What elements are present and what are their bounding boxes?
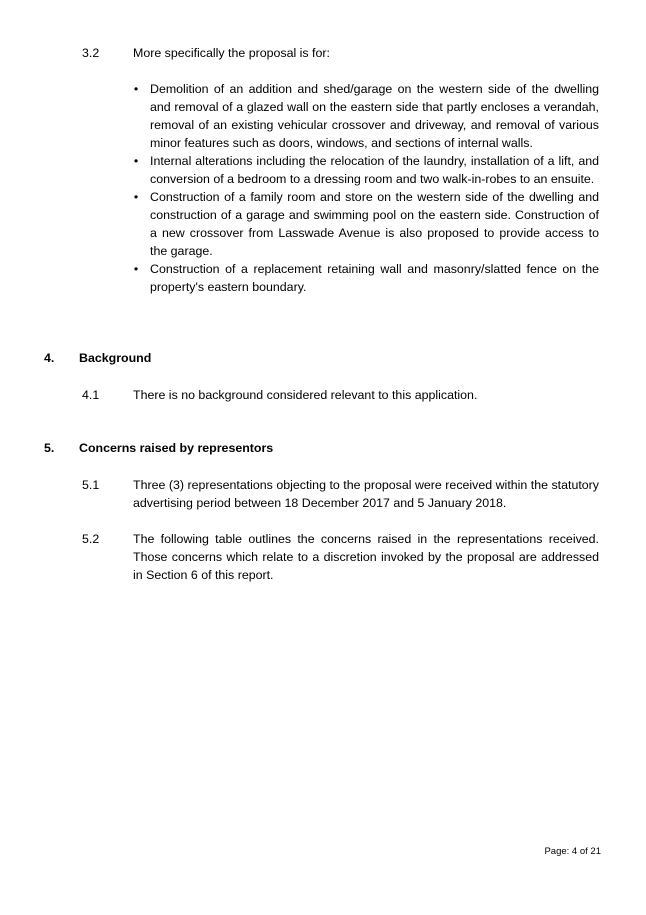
paragraph-number: 4.1 [82,388,100,402]
section-heading-background [44,349,604,367]
list-item-text: Construction of a replacement retaining wall and masonry/slatted fence on the property's eastern boundary. [150,262,599,294]
page-number: Page: 4 of 21 [544,846,601,857]
paragraph-text: There is no background considered relevant to this application. [133,388,478,402]
paragraph-5-1 [82,476,599,512]
paragraph-number: 3.2 [82,46,100,60]
paragraph-text: Three (3) representations objecting to the proposal were received within the statutory advertising period between 18 December 2017 and 5 January 2018. [133,478,599,510]
list-item-text: Construction of a family room and store on the western side of the dwelling and construction of a garage and swimming pool on the eastern side. Construction of a new crossover from Lasswade Avenue is also proposed to provide access to the garage. [150,190,599,258]
list-item [133,152,599,188]
list-item [133,80,599,152]
list-item-text: Internal alterations including the relocation of the laundry, installation of a lift, and conversion of a bedroom to a dressing room and two walk-in-robes to an ensuite. [150,154,599,186]
list-item-text: Demolition of an addition and shed/garage on the western side of the dwelling and removal of a glazed wall on the eastern side that partly encloses a verandah, removal of an existing vehicular crossover and driveway, and removal of various minor features such as doors, windows, and sections of internal walls. [150,82,599,150]
paragraph-text: The following table outlines the concerns raised in the representations received. Those concerns which relate to a discretion invoked by the proposal are addressed in Section 6 of this report. [133,532,599,582]
section-heading-concerns [44,439,604,457]
section-title: Background [79,351,152,365]
proposal-bullet-list [133,80,599,296]
paragraph-number: 5.1 [82,478,100,492]
bullet-icon: • [133,262,139,276]
section-number: 5. [44,441,55,455]
paragraph-4-1 [82,386,599,404]
list-item [133,188,599,260]
paragraph-text: More specifically the proposal is for: [133,46,330,60]
paragraph-number: 5.2 [82,532,100,546]
bullet-icon: • [133,82,139,96]
section-number: 4. [44,351,55,365]
bullet-icon: • [133,190,139,204]
paragraph-5-2 [82,530,599,584]
section-title: Concerns raised by representors [79,441,274,455]
bullet-icon: • [133,154,139,168]
paragraph-3-2 [82,44,599,62]
list-item [133,260,599,296]
